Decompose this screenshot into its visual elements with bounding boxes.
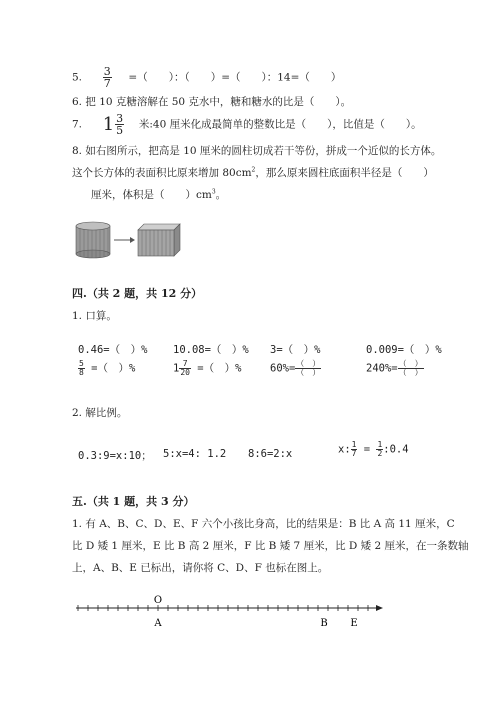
fraction xyxy=(115,113,124,136)
section-4-heading: 四.（共 2 题，共 12 分） xyxy=(72,287,203,300)
section-5-q1-line-1: 1. 有 A、B、C、D、E、F 六个小孩比身高，比的结果是：B 比 A 高 11 厘米，C xyxy=(72,518,455,530)
cylinder-icon xyxy=(76,222,110,258)
mental-math-item: 3=（ ）% xyxy=(270,344,321,356)
fraction-denominator: 2 xyxy=(377,449,383,458)
text: ，那么原来圆柱底面积半径是（ ） xyxy=(255,167,434,179)
text: 厘米，体积是（ ）cm xyxy=(91,189,212,201)
point-label-a: A xyxy=(154,618,162,629)
question-6: 6. 把 10 克糖溶解在 50 克水中，糖和糖水的比是（ ）。 xyxy=(72,96,352,108)
text: x: xyxy=(338,443,351,456)
mental-math-item xyxy=(78,360,135,377)
question-number: 5. xyxy=(72,71,83,84)
fraction-numerator: （ ） xyxy=(398,359,423,368)
mental-math-item xyxy=(270,360,321,377)
text: 60%= xyxy=(270,362,296,375)
question-number: 7. xyxy=(72,118,83,131)
cuboid-icon xyxy=(138,224,180,256)
fraction-denominator: 20 xyxy=(180,368,190,377)
fraction-denominator: 7 xyxy=(351,449,357,458)
question-8-line-1: 8. 如右图所示，把高是 10 厘米的圆柱切成若干等份，拼成一个近似的长方体。 xyxy=(72,145,442,157)
fraction-numerator: 1 xyxy=(377,440,383,449)
mental-math-item xyxy=(173,360,241,377)
fraction xyxy=(398,360,424,377)
fraction-numerator: （ ） xyxy=(296,359,321,368)
fraction xyxy=(78,360,85,377)
text: =（ ）% xyxy=(190,362,242,375)
fraction xyxy=(295,360,321,377)
mixed-number-integer: 1 xyxy=(173,362,180,375)
fraction-numerator: 7 xyxy=(179,360,191,369)
mental-math-item: 0.46=（ ）% xyxy=(78,344,148,356)
text: 。 xyxy=(215,189,227,201)
cylinder-to-cuboid-figure xyxy=(74,220,184,260)
fraction-denominator: （ ） xyxy=(398,368,423,377)
fraction-numerator: 5 xyxy=(79,359,84,368)
arrow-right-icon xyxy=(114,237,135,243)
question-8-line-2 xyxy=(72,165,434,180)
section-4-q1-title: 1. 口算。 xyxy=(72,310,117,322)
arrow-right-icon xyxy=(376,605,383,611)
point-label-e: E xyxy=(350,618,358,629)
origin-label: O xyxy=(153,595,163,606)
fraction-numerator: 3 xyxy=(116,112,124,125)
superscript: 3 xyxy=(211,188,216,196)
question-8-line-3 xyxy=(91,187,226,202)
fraction-denominator: 8 xyxy=(79,368,84,377)
question-text: =（ ）：（ ）=（ ）：14=（ ） xyxy=(128,71,342,84)
question-7 xyxy=(72,113,422,136)
fraction-denominator: （ ） xyxy=(296,368,321,377)
text: 这个长方体的表面积比原来增加 80cm xyxy=(72,167,252,179)
fraction xyxy=(179,360,191,377)
fraction-numerator: 3 xyxy=(103,65,111,78)
text: :0.4 xyxy=(383,443,409,456)
mental-math-item: 0.009=（ ）% xyxy=(366,344,442,356)
superscript: 2 xyxy=(251,166,256,174)
proportion-item: 5:x=4: 1.2 xyxy=(163,448,227,460)
section-5-heading: 五.（共 1 题，共 3 分） xyxy=(72,495,195,508)
proportion-item: 0.3:9=x:10； xyxy=(78,450,152,462)
text: =（ ）% xyxy=(84,362,136,375)
mental-math-item xyxy=(366,360,424,377)
figure-svg xyxy=(74,220,184,260)
number-line xyxy=(70,592,390,632)
question-text: 米:40 厘米化成最简单的整数比是（ ），比值是（ ）。 xyxy=(138,118,422,131)
fraction-denominator: 5 xyxy=(116,124,124,137)
section-5-q1-line-3: 上，A、B、E 已标出，请你将 C、D、F 也标在图上。 xyxy=(72,562,329,574)
fraction-numerator: 1 xyxy=(351,440,357,449)
question-5 xyxy=(72,66,341,89)
fraction-denominator: 7 xyxy=(103,77,111,90)
text: 240%= xyxy=(366,362,398,375)
proportion-item: 8:6=2:x xyxy=(248,448,293,460)
proportion-item xyxy=(338,441,409,458)
section-5-q1-line-2: 比 D 矮 1 厘米，E 比 B 高 2 厘米，F 比 B 矮 7 厘米，比 D 矮 2 厘米，在一条数轴 xyxy=(72,540,469,552)
point-label-b: B xyxy=(320,618,328,629)
number-line-svg xyxy=(70,592,390,632)
mixed-number-integer: 1 xyxy=(102,114,115,135)
mental-math-item: 10.08=（ ）% xyxy=(173,344,249,356)
section-4-q2-title: 2. 解比例。 xyxy=(72,407,128,419)
text: = xyxy=(357,443,377,456)
fraction xyxy=(103,66,112,89)
